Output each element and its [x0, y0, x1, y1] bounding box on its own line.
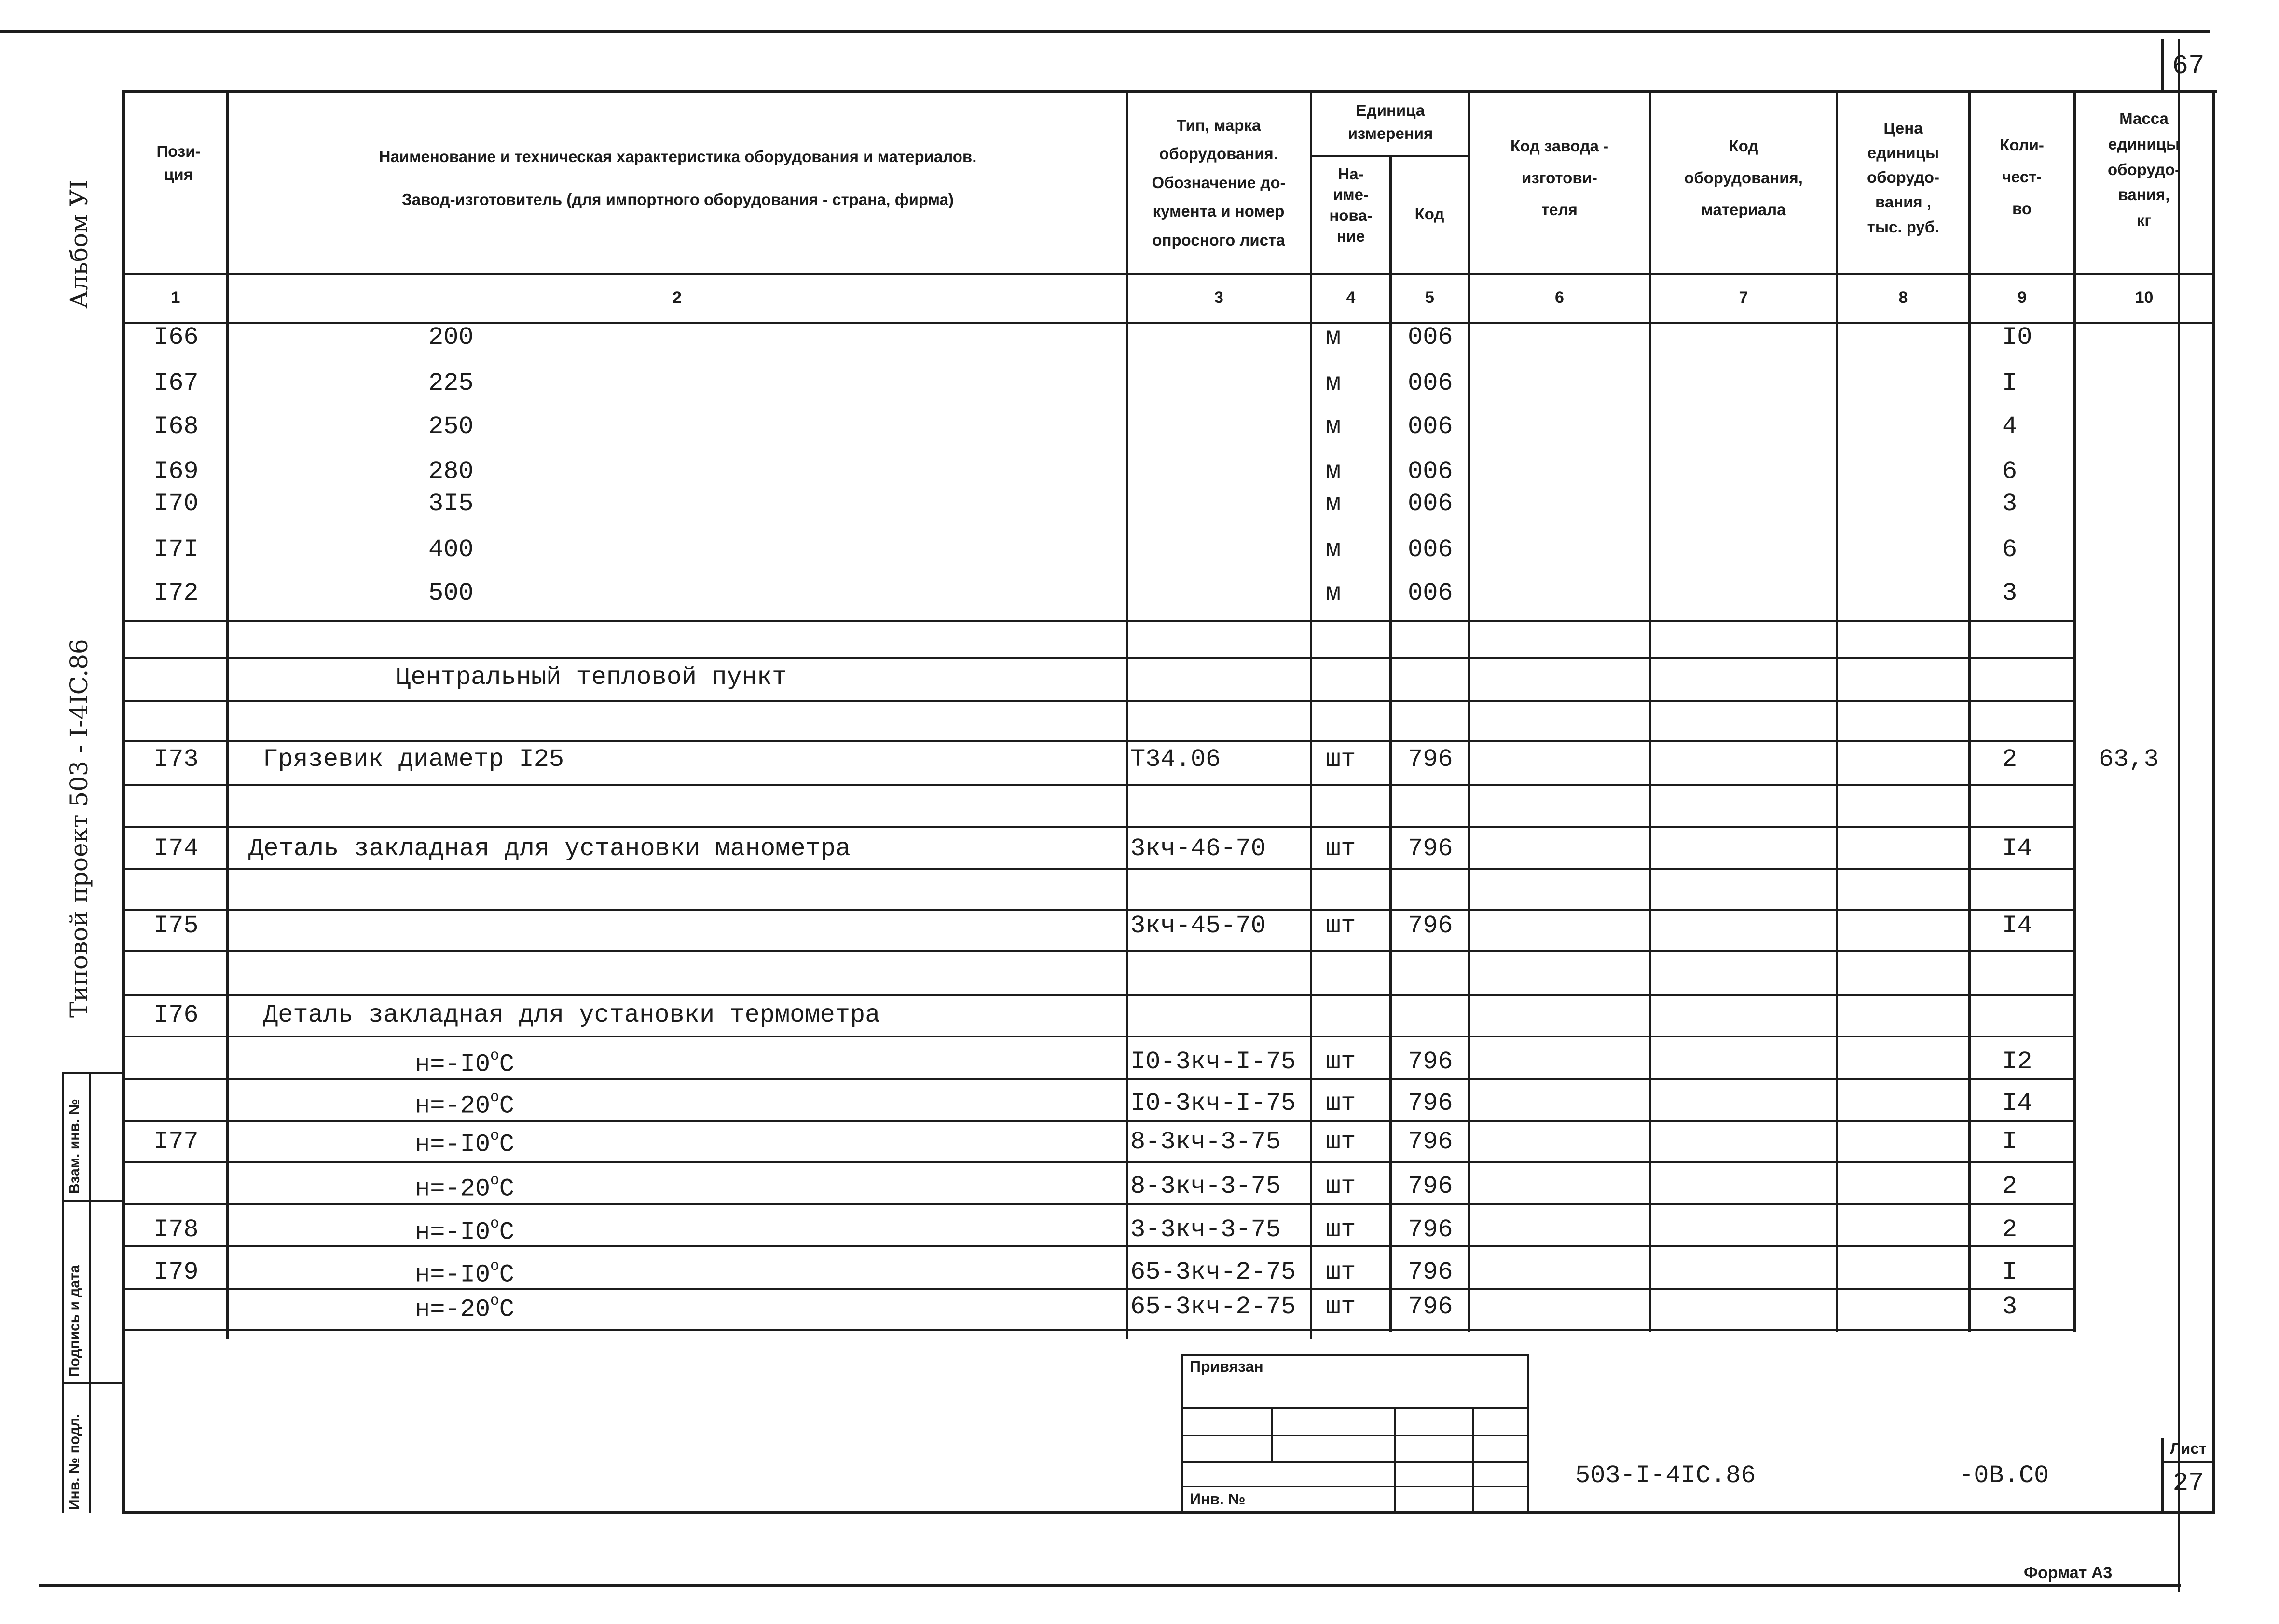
col-line-6 [1649, 90, 1651, 1332]
stamp-strip-left [62, 1072, 64, 1513]
stamp-privyazan: Привязан [1190, 1358, 1263, 1375]
row-code: 006 [1408, 535, 1453, 564]
row-sep [125, 868, 2074, 870]
stamp-inv-podl: Инв. № подл. [67, 1413, 82, 1510]
degree-mark: o [490, 1215, 499, 1232]
colnum-8: 8 [1898, 288, 1908, 307]
sheet-box-left [2161, 1438, 2164, 1513]
document-code: 503-I-4IC.86 [1575, 1461, 1756, 1490]
col-line-2 [1126, 90, 1128, 1339]
row-name: 3I5 [428, 490, 474, 518]
page-number-box-left [2161, 39, 2164, 92]
row-code: 796 [1408, 912, 1453, 940]
row-sep [125, 657, 2074, 659]
stamp-col [1394, 1407, 1396, 1511]
header-equipment-code: Код оборудования, материала [1684, 137, 1803, 218]
row-type: I0-3кч-I-75 [1130, 1048, 1296, 1076]
row-code: 796 [1408, 1215, 1453, 1244]
header-unit-code: Код [1414, 205, 1444, 223]
row-name [415, 1048, 514, 1078]
paper-format: Формат А3 [2024, 1564, 2113, 1582]
temperature-value: н=-20 [415, 1295, 491, 1324]
row-code: 006 [1408, 323, 1453, 352]
row-name [415, 1293, 514, 1324]
row-code: 796 [1408, 1293, 1453, 1321]
stamp-row [1181, 1435, 1528, 1436]
row-sep [125, 1203, 2074, 1205]
row-code: 796 [1408, 1128, 1453, 1156]
row-code: 796 [1408, 1048, 1453, 1076]
row-name: 200 [428, 323, 474, 352]
row-type: 3-3кч-3-75 [1130, 1215, 1281, 1244]
col-line-4 [1389, 155, 1392, 1332]
colnum-4: 4 [1346, 288, 1356, 307]
row-quantity: I2 [2002, 1048, 2032, 1076]
row-position: I70 [153, 490, 199, 518]
row-quantity: 6 [2002, 457, 2018, 486]
header-unit-group: Единица измерения [1347, 101, 1433, 142]
col-line-8 [1968, 90, 1971, 1332]
col-line-7 [1836, 90, 1838, 1332]
row-name [415, 1172, 514, 1203]
col-line-9 [2073, 90, 2076, 1332]
header-quantity: Коли- чест- во [2000, 136, 2044, 218]
row-quantity: 2 [2002, 1172, 2018, 1201]
row-quantity: 3 [2002, 1293, 2018, 1321]
row-unit: шт [1326, 912, 1356, 940]
colnum-5: 5 [1425, 288, 1434, 307]
row-sep [125, 1161, 2074, 1163]
temperature-unit: C [499, 1295, 514, 1324]
document-suffix: -0В.С0 [1959, 1461, 2049, 1490]
row-unit: м [1326, 323, 1341, 352]
row-name: Деталь закладная для установки манометра [248, 834, 851, 863]
colnum-3: 3 [1214, 288, 1223, 307]
temperature-unit: C [499, 1130, 514, 1159]
frame-right [2212, 90, 2215, 1513]
colnum-10: 10 [2135, 288, 2154, 307]
colnum-1: 1 [171, 288, 180, 307]
colnum-2: 2 [673, 288, 682, 307]
row-code: 796 [1408, 1172, 1453, 1201]
row-type: 65-3кч-2-75 [1130, 1293, 1296, 1321]
row-name: 250 [428, 412, 474, 441]
frame-top [122, 90, 2217, 93]
temperature-value: н=-20 [415, 1174, 491, 1203]
stamp-inv-no: Инв. № [1190, 1490, 1246, 1508]
stamp-row [1181, 1461, 1528, 1463]
row-sep [125, 740, 2074, 742]
header-type: Тип, марка оборудования. Обозначение до- кумента и номер опросного листа [1152, 116, 1286, 249]
row-quantity: 2 [2002, 1215, 2018, 1244]
row-code: 006 [1408, 579, 1453, 607]
row-unit: шт [1326, 834, 1356, 863]
stamp-row [1181, 1486, 1528, 1487]
stamp-right [1527, 1354, 1529, 1514]
degree-mark: o [490, 1128, 499, 1145]
row-type: 65-3кч-2-75 [1130, 1258, 1296, 1286]
row-name [415, 1258, 514, 1289]
stamp-row [1181, 1407, 1528, 1409]
table-end-line [1389, 1329, 2074, 1331]
col-line-5 [1468, 90, 1470, 1332]
row-quantity: 4 [2002, 412, 2018, 441]
row-unit: шт [1326, 1048, 1356, 1076]
row-position: I79 [153, 1258, 199, 1286]
header-unit-name: На- име- нова- ние [1329, 165, 1373, 245]
row-position: I74 [153, 834, 199, 863]
row-unit: м [1326, 412, 1341, 441]
side-project: Типовой проект 503 - I-4IC.86 [65, 639, 93, 1018]
row-name [415, 1215, 514, 1246]
header-bottom [122, 273, 2215, 275]
row-type: 8-3кч-3-75 [1130, 1172, 1281, 1201]
stamp-strip-mid [89, 1072, 91, 1513]
row-code: 006 [1408, 412, 1453, 441]
row-unit: шт [1326, 1128, 1356, 1156]
stamp-strip-div2 [62, 1382, 124, 1384]
col-line-1 [226, 90, 229, 1339]
stamp-vzam: Взам. инв. № [67, 1099, 82, 1194]
header-position: Пози- ция [156, 142, 201, 183]
row-name [415, 1128, 514, 1159]
row-position: I72 [153, 579, 199, 607]
colnum-7: 7 [1739, 288, 1748, 307]
row-sep [125, 1036, 2074, 1037]
row-code: 796 [1408, 1089, 1453, 1118]
frame-right-outer [2178, 39, 2180, 1592]
degree-mark: o [490, 1258, 499, 1275]
stamp-podpis: Подпись и дата [67, 1265, 82, 1377]
temperature-value: н=-I0 [415, 1260, 491, 1289]
row-quantity: I4 [2002, 834, 2032, 863]
row-quantity: 3 [2002, 490, 2018, 518]
row-quantity: I [2002, 1128, 2018, 1156]
sheet-box-divider [2161, 1461, 2214, 1463]
row-quantity: I [2002, 1258, 2018, 1286]
row-sep [125, 784, 2074, 786]
row-unit: шт [1326, 745, 1356, 774]
row-type: 8-3кч-3-75 [1130, 1128, 1281, 1156]
row-sep [125, 700, 2074, 702]
row-unit: шт [1326, 1215, 1356, 1244]
row-position: I7I [153, 535, 199, 564]
row-quantity: 6 [2002, 535, 2018, 564]
row-name: 280 [428, 457, 474, 486]
stamp-left [1181, 1354, 1183, 1514]
row-unit: шт [1326, 1089, 1356, 1118]
row-sep [125, 950, 2074, 952]
row-name: 400 [428, 535, 474, 564]
row-code: 006 [1408, 457, 1453, 486]
row-sep [125, 1120, 2074, 1122]
temperature-unit: C [499, 1174, 514, 1203]
row-sep [125, 994, 2074, 996]
degree-mark: o [490, 1089, 499, 1106]
section-title: Центральный тепловой пункт [396, 663, 787, 692]
side-album: Альбом УI [65, 179, 93, 309]
row-mass: 63,3 [2099, 745, 2159, 774]
row-unit: шт [1326, 1258, 1356, 1286]
row-position: I67 [153, 369, 199, 397]
row-unit: м [1326, 535, 1341, 564]
row-type: 3кч-46-70 [1130, 834, 1266, 863]
row-type: I0-3кч-I-75 [1130, 1089, 1296, 1118]
row-unit: м [1326, 457, 1341, 486]
header-price: Цена единицы оборудо- вания , тыс. руб. [1867, 119, 1940, 236]
stamp-col [1472, 1407, 1474, 1511]
row-type: Т34.06 [1130, 745, 1221, 774]
row-code: 006 [1408, 369, 1453, 397]
row-quantity: 2 [2002, 745, 2018, 774]
row-name: Грязевик диаметр I25 [263, 745, 564, 774]
row-unit: м [1326, 369, 1341, 397]
colnum-6: 6 [1555, 288, 1564, 307]
row-unit: м [1326, 490, 1341, 518]
row-quantity: I4 [2002, 1089, 2032, 1118]
stamp-strip-div1 [62, 1200, 124, 1202]
row-sep [125, 826, 2074, 828]
row-unit: м [1326, 579, 1341, 607]
header-mass: Масса единицы оборудо- вания, кг [2107, 109, 2181, 230]
row-quantity: I [2002, 369, 2018, 397]
row-name: 225 [428, 369, 474, 397]
row-quantity: I4 [2002, 912, 2032, 940]
row-unit: шт [1326, 1172, 1356, 1201]
row-position: I78 [153, 1215, 199, 1244]
row-type: 3кч-45-70 [1130, 912, 1266, 940]
row-quantity: 3 [2002, 579, 2018, 607]
row-name: 500 [428, 579, 474, 607]
header-factory-code: Код завода - изготови- теля [1510, 137, 1609, 218]
row-sep [125, 620, 2074, 622]
row-code: 796 [1408, 745, 1453, 774]
temperature-value: н=-I0 [415, 1050, 491, 1079]
row-position: I77 [153, 1128, 199, 1156]
degree-mark: o [490, 1172, 499, 1189]
row-position: I68 [153, 412, 199, 441]
row-code: 006 [1408, 490, 1453, 518]
frame-bottom [122, 1511, 2215, 1514]
row-code: 796 [1408, 1258, 1453, 1286]
degree-mark: o [490, 1293, 499, 1310]
header-name: Наименование и техническая характеристика оборудования и материалов. Завод-изготовитель (для импортного оборудования - страна, фирма) [379, 148, 977, 209]
row-position: I76 [153, 1001, 199, 1029]
row-position: I73 [153, 745, 199, 774]
row-name [415, 1089, 514, 1120]
row-unit: шт [1326, 1293, 1356, 1321]
temperature-value: н=-I0 [415, 1218, 491, 1247]
row-code: 796 [1408, 834, 1453, 863]
col-line-3 [1310, 90, 1312, 1339]
page-number: 67 [2172, 51, 2205, 82]
row-position: I75 [153, 912, 199, 940]
degree-mark: o [490, 1048, 499, 1064]
colnum-9: 9 [2018, 288, 2027, 307]
temperature-unit: C [499, 1218, 514, 1247]
sheet-number: 27 [2172, 1469, 2204, 1498]
temperature-unit: C [499, 1092, 514, 1120]
sheet-label: Лист [2170, 1440, 2207, 1457]
row-position: I69 [153, 457, 199, 486]
row-name: Деталь закладная для установки термометра [263, 1001, 880, 1029]
frame-bottom-outer [39, 1584, 2181, 1587]
stamp-col [1271, 1407, 1273, 1463]
row-sep [125, 909, 2074, 911]
temperature-value: н=-20 [415, 1092, 491, 1120]
temperature-value: н=-I0 [415, 1130, 491, 1159]
row-quantity: I0 [2002, 323, 2032, 352]
temperature-unit: C [499, 1260, 514, 1289]
top-cut-line [0, 30, 2210, 33]
stamp-strip-top [62, 1072, 124, 1074]
stamp-top [1181, 1354, 1528, 1356]
temperature-unit: C [499, 1050, 514, 1079]
row-position: I66 [153, 323, 199, 352]
